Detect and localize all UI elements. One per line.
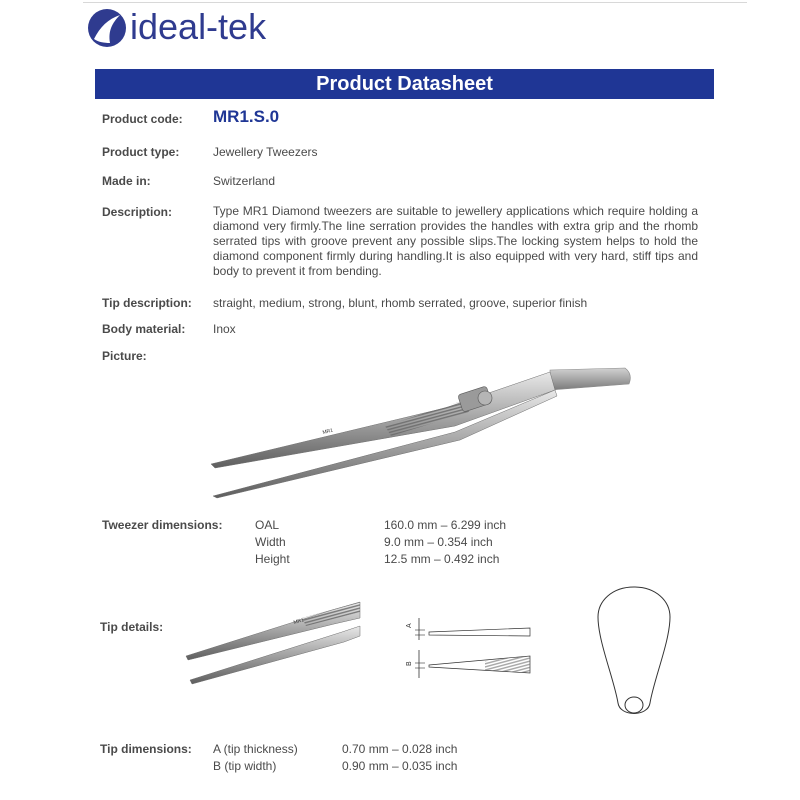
description-text: Type MR1 Diamond tweezers are suitable to jewellery applications which require holding a diamond very firmly.The line serration provides the handles with extra grip and the rhomb serrated tips with groove prevent any possible slips.The locking system helps to hold the diamond component firmly during handling.It is also equipped with very hard, stiff tips and body to prevent it from bending. <box>213 204 698 278</box>
dimension-name: Height <box>255 552 290 566</box>
tip-description: straight, medium, strong, blunt, rhomb serrated, groove, superior finish <box>213 296 588 310</box>
made-in: Switzerland <box>213 174 276 188</box>
tweezer-dimensions-label: Tweezer dimensions: <box>102 518 223 532</box>
dimension-value: 9.0 mm – 0.354 inch <box>384 535 493 549</box>
tip-engraving-label: MR1 <box>292 617 305 626</box>
dimension-value: 160.0 mm – 6.299 inch <box>384 518 507 532</box>
marker-a: A <box>406 623 413 628</box>
logo-mark-icon <box>86 7 128 49</box>
tweezer-dimension-names <box>255 517 290 568</box>
tip-dimension-value: 0.90 mm – 0.035 inch <box>342 759 458 773</box>
top-rule <box>83 2 747 3</box>
brand-logo <box>86 6 306 50</box>
tip-dimensions-label: Tip dimensions: <box>100 742 192 756</box>
tweezer-dimension-values <box>384 517 506 568</box>
dimension-name: Width <box>255 535 286 549</box>
tip-dimension-values <box>342 741 457 775</box>
tip-closeup-picture <box>182 596 362 696</box>
picture-label: Picture: <box>102 349 147 363</box>
tip-details-label: Tip details: <box>100 620 164 634</box>
tip-dimension-name: B (tip width) <box>213 759 277 773</box>
tip-description-label: Tip description: <box>102 296 192 310</box>
product-code: MR1.S.0 <box>213 107 280 126</box>
dimension-name: OAL <box>255 518 280 532</box>
product-type: Jewellery Tweezers <box>213 145 318 159</box>
tip-dimension-value: 0.70 mm – 0.028 inch <box>342 742 458 756</box>
body-material: Inox <box>213 322 236 336</box>
body-material-label: Body material: <box>102 322 186 336</box>
product-code-label: Product code: <box>102 112 183 126</box>
product-type-label: Product type: <box>102 145 180 159</box>
brand-name: ideal-tek <box>130 6 267 47</box>
tip-outline-diagram <box>594 583 674 723</box>
made-in-label: Made in: <box>102 174 151 188</box>
marker-b: B <box>406 661 413 666</box>
tip-dimension-name: A (tip thickness) <box>213 742 298 756</box>
tip-profile-diagram <box>405 610 535 690</box>
banner-title: Product Datasheet <box>95 69 714 99</box>
tweezers-picture <box>205 360 635 500</box>
engraving-label: MR1 <box>322 427 334 436</box>
dimension-value: 12.5 mm – 0.492 inch <box>384 552 500 566</box>
tip-dimension-names <box>213 741 298 775</box>
description-label: Description: <box>102 205 173 219</box>
